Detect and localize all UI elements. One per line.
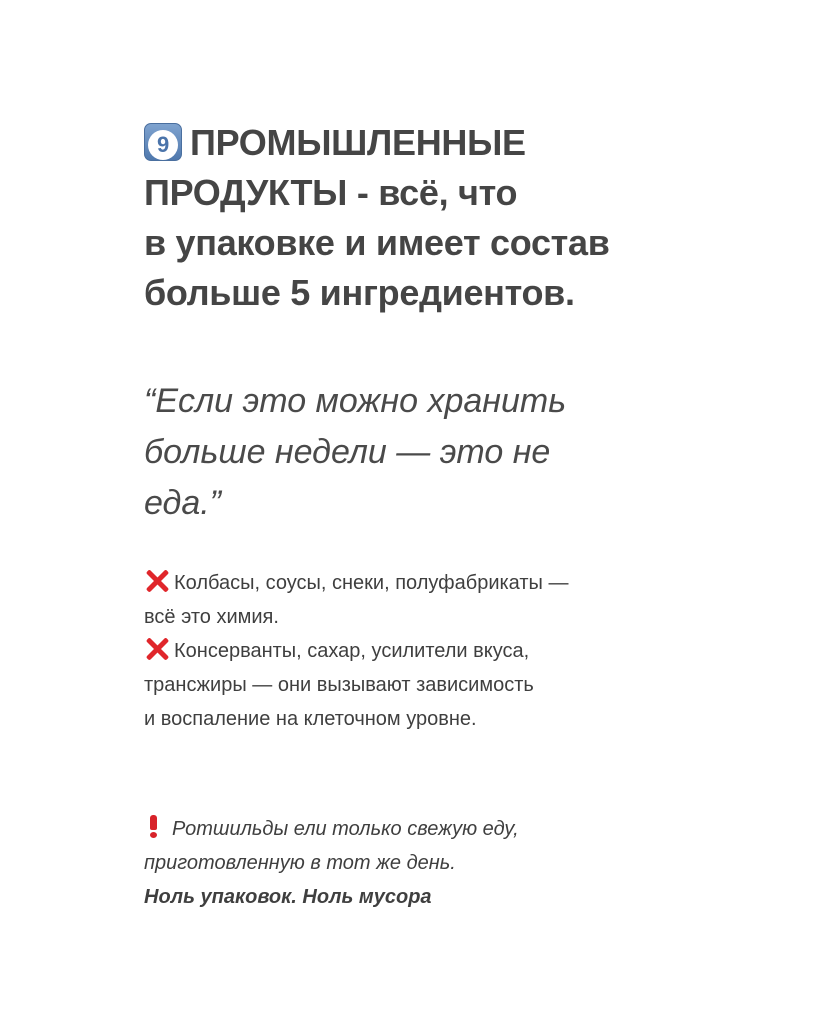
title-line-2: ПРОДУКТЫ - всё, что <box>144 172 518 213</box>
exclamation-mark-icon <box>144 815 164 837</box>
heading-block <box>144 118 764 318</box>
bullet-2-line-1 <box>144 634 764 668</box>
title-line-4: больше 5 ингредиентов. <box>144 272 575 313</box>
title-text-1: ПРОМЫШЛЕННЫЕ <box>190 122 526 163</box>
note-line-1 <box>144 812 764 846</box>
note-bold-line: Ноль упаковок. Ноль мусора <box>144 886 432 908</box>
bullet-1-line-1 <box>144 566 764 600</box>
bullet-2-text-1: Консерванты, сахар, усилители вкуса, <box>174 640 530 662</box>
keycap-number: 9 <box>148 130 178 160</box>
cross-mark-icon <box>144 636 170 662</box>
bullet-list <box>144 566 764 736</box>
keycap-number-icon <box>144 123 182 161</box>
title-line-1 <box>144 118 764 168</box>
bullet-item-1 <box>144 566 764 634</box>
bullet-item-2 <box>144 634 764 736</box>
bullet-2-line-2: трансжиры — они вызывают зависимость <box>144 674 534 696</box>
quote-line-2: больше недели — это не <box>144 433 551 471</box>
bullet-1-line-2: всё это химия. <box>144 606 279 628</box>
bullet-2-line-3: и воспаление на клеточном уровне. <box>144 708 477 730</box>
quote-line-1: “Если это можно хранить <box>144 382 567 420</box>
bullet-1-text-1: Колбасы, соусы, снеки, полуфабрикаты — <box>174 572 569 594</box>
quote-block <box>144 376 744 529</box>
quote-line-3: еда.” <box>144 484 221 522</box>
note-line-2: приготовленную в тот же день. <box>144 852 456 874</box>
page-title <box>144 118 764 318</box>
note-text-1: Ротшильды ели только свежую еду, <box>172 818 519 840</box>
note-block <box>144 812 764 914</box>
title-line-3: в упаковке и имеет состав <box>144 222 610 263</box>
cross-mark-icon <box>144 568 170 594</box>
